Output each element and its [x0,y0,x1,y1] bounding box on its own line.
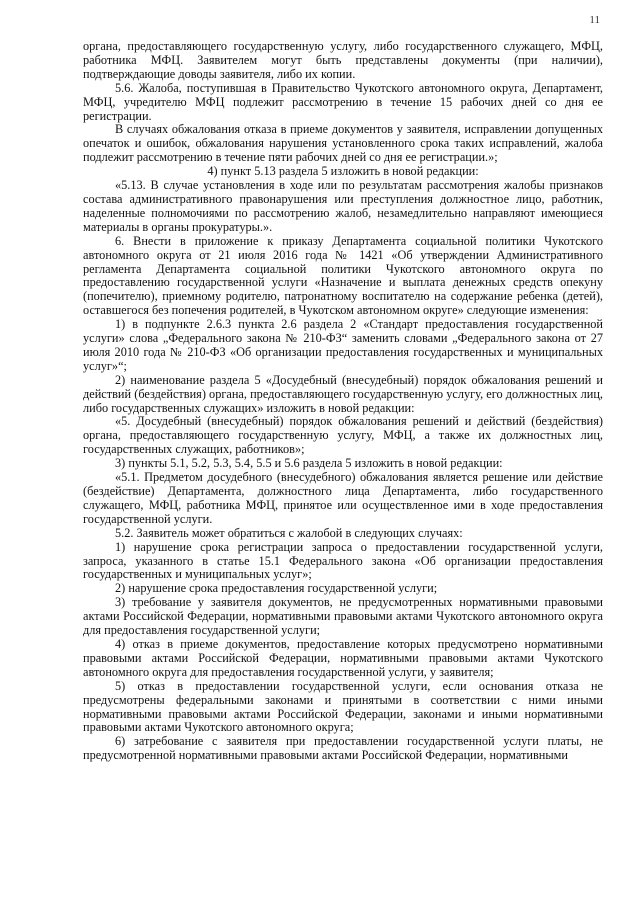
paragraph: 1) в подпункте 2.6.3 пункта 2.6 раздела 2 «Стандарт предоставления государственной услуги» слова „Федерального закона № 210-ФЗ“ заменить словами „Федерального закона от 27 июля 2010 года № 210-ФЗ «Об организации предоставления государственных и муниципальных услуг»“; [83,317,603,373]
paragraph: В случаях обжалования отказа в приеме документов у заявителя, исправлении допущенных опечаток и ошибок, обжалования нарушения установленного срока таких исправлений, жалоба подлежит рассмотрению в течение пяти рабочих дней со дня ее регистрации.»; [83,122,603,165]
paragraph: органа, предоставляющего государственную услугу, либо государственного служащего, МФЦ, работника МФЦ. Заявителем могут быть представлены документы (при наличии), подтверждающие доводы заявителя, либо их копии. [83,39,603,81]
paragraph: 6. Внести в приложение к приказу Департамента социальной политики Чукотского автономного округа от 21 июля 2016 года № 1421 «Об утверждении Административного регламента Департамента социальной политики Чукотского автономного округа по предоставлению государственной услуги «Назначение и выплата денежных средств опекуну (попечителю), приемному родителю, патронатному воспитателю на содержание ребенка (детей), оставшегося без попечения родителей, в Чукотском автономном округе» следующие изменения: [83,233,603,318]
paragraph: «5. Досудебный (внесудебный) порядок обжалования решений и действий (бездействия) органа, предоставляющего государственную услугу, МФЦ, а также их должностных лиц, государственных служащих, работников»; [83,414,603,457]
document-body [83,40,603,763]
paragraph: «5.1. Предметом досудебного (внесудебного) обжалования является решение или действие (бездействие) Департамента, должностного лица Департамента, либо государственного служащего, МФЦ, работника МФЦ, принятое или осуществленное ими в ходе предоставления государственной услуги. [83,470,603,526]
paragraph: 4) отказ в приеме документов, предоставление которых предусмотрено нормативными правовыми актами Российской Федерации, нормативными правовыми актами Чукотского автономного округа для предоставления государственной услуги, у заявителя; [83,636,603,679]
paragraph: 3) пункты 5.1, 5.2, 5.3, 5.4, 5.5 и 5.6 раздела 5 изложить в новой редакции: [115,456,503,471]
paragraph: 5.6. Жалоба, поступившая в Правительство Чукотского автономного округа, Департамент, МФЦ, учредителю МФЦ подлежит рассмотрению в течение 15 рабочих дней со дня ее регистрации. [83,80,603,123]
page-number: 11 [589,14,600,26]
paragraph: 2) нарушение срока предоставления государственной услуги; [115,581,438,596]
paragraph: 5.2. Заявитель может обратиться с жалобой в следующих случаях: [115,525,463,540]
paragraph: 3) требование у заявителя документов, не предусмотренных нормативными правовыми актами Российской Федерации, нормативными правовыми актами Чукотского автономного округа для предоставления государственной услуги; [83,595,603,638]
paragraph: 5) отказ в предоставлении государственной услуги, если основания отказа не предусмотрены федеральными законами и принятыми в соответствии с ними иными нормативными правовыми актами Российской Федерации, законами и иными нормативными правовыми актами Чукотского автономного округа; [83,678,603,735]
paragraph: «5.13. В случае установления в ходе или по результатам рассмотрения жалобы признаков состава административного правонарушения или преступления должностное лицо, работник, наделенные полномочиями по рассмотрению жалоб, незамедлительно направляют имеющиеся материалы в органы прокуратуры.». [83,178,603,234]
paragraph: 1) нарушение срока регистрации запроса о предоставлении государственной услуги, запроса, указанного в статье 15.1 Федерального закона «Об организации предоставления государственных и муниципальных услуг»; [83,539,603,582]
paragraph: 6) затребование с заявителя при предоставлении государственной услуги платы, не предусмотренной нормативными правовыми актами Российской Федерации, нормативными [83,734,603,763]
paragraph: 2) наименование раздела 5 «Досудебный (внесудебный) порядок обжалования решений и действий (бездействия) органа, предоставляющего государственную услугу, его должностных лиц, либо государственных служащих» изложить в новой редакции: [83,372,603,415]
paragraph: 4) пункт 5.13 раздела 5 изложить в новой редакции: [207,164,479,179]
